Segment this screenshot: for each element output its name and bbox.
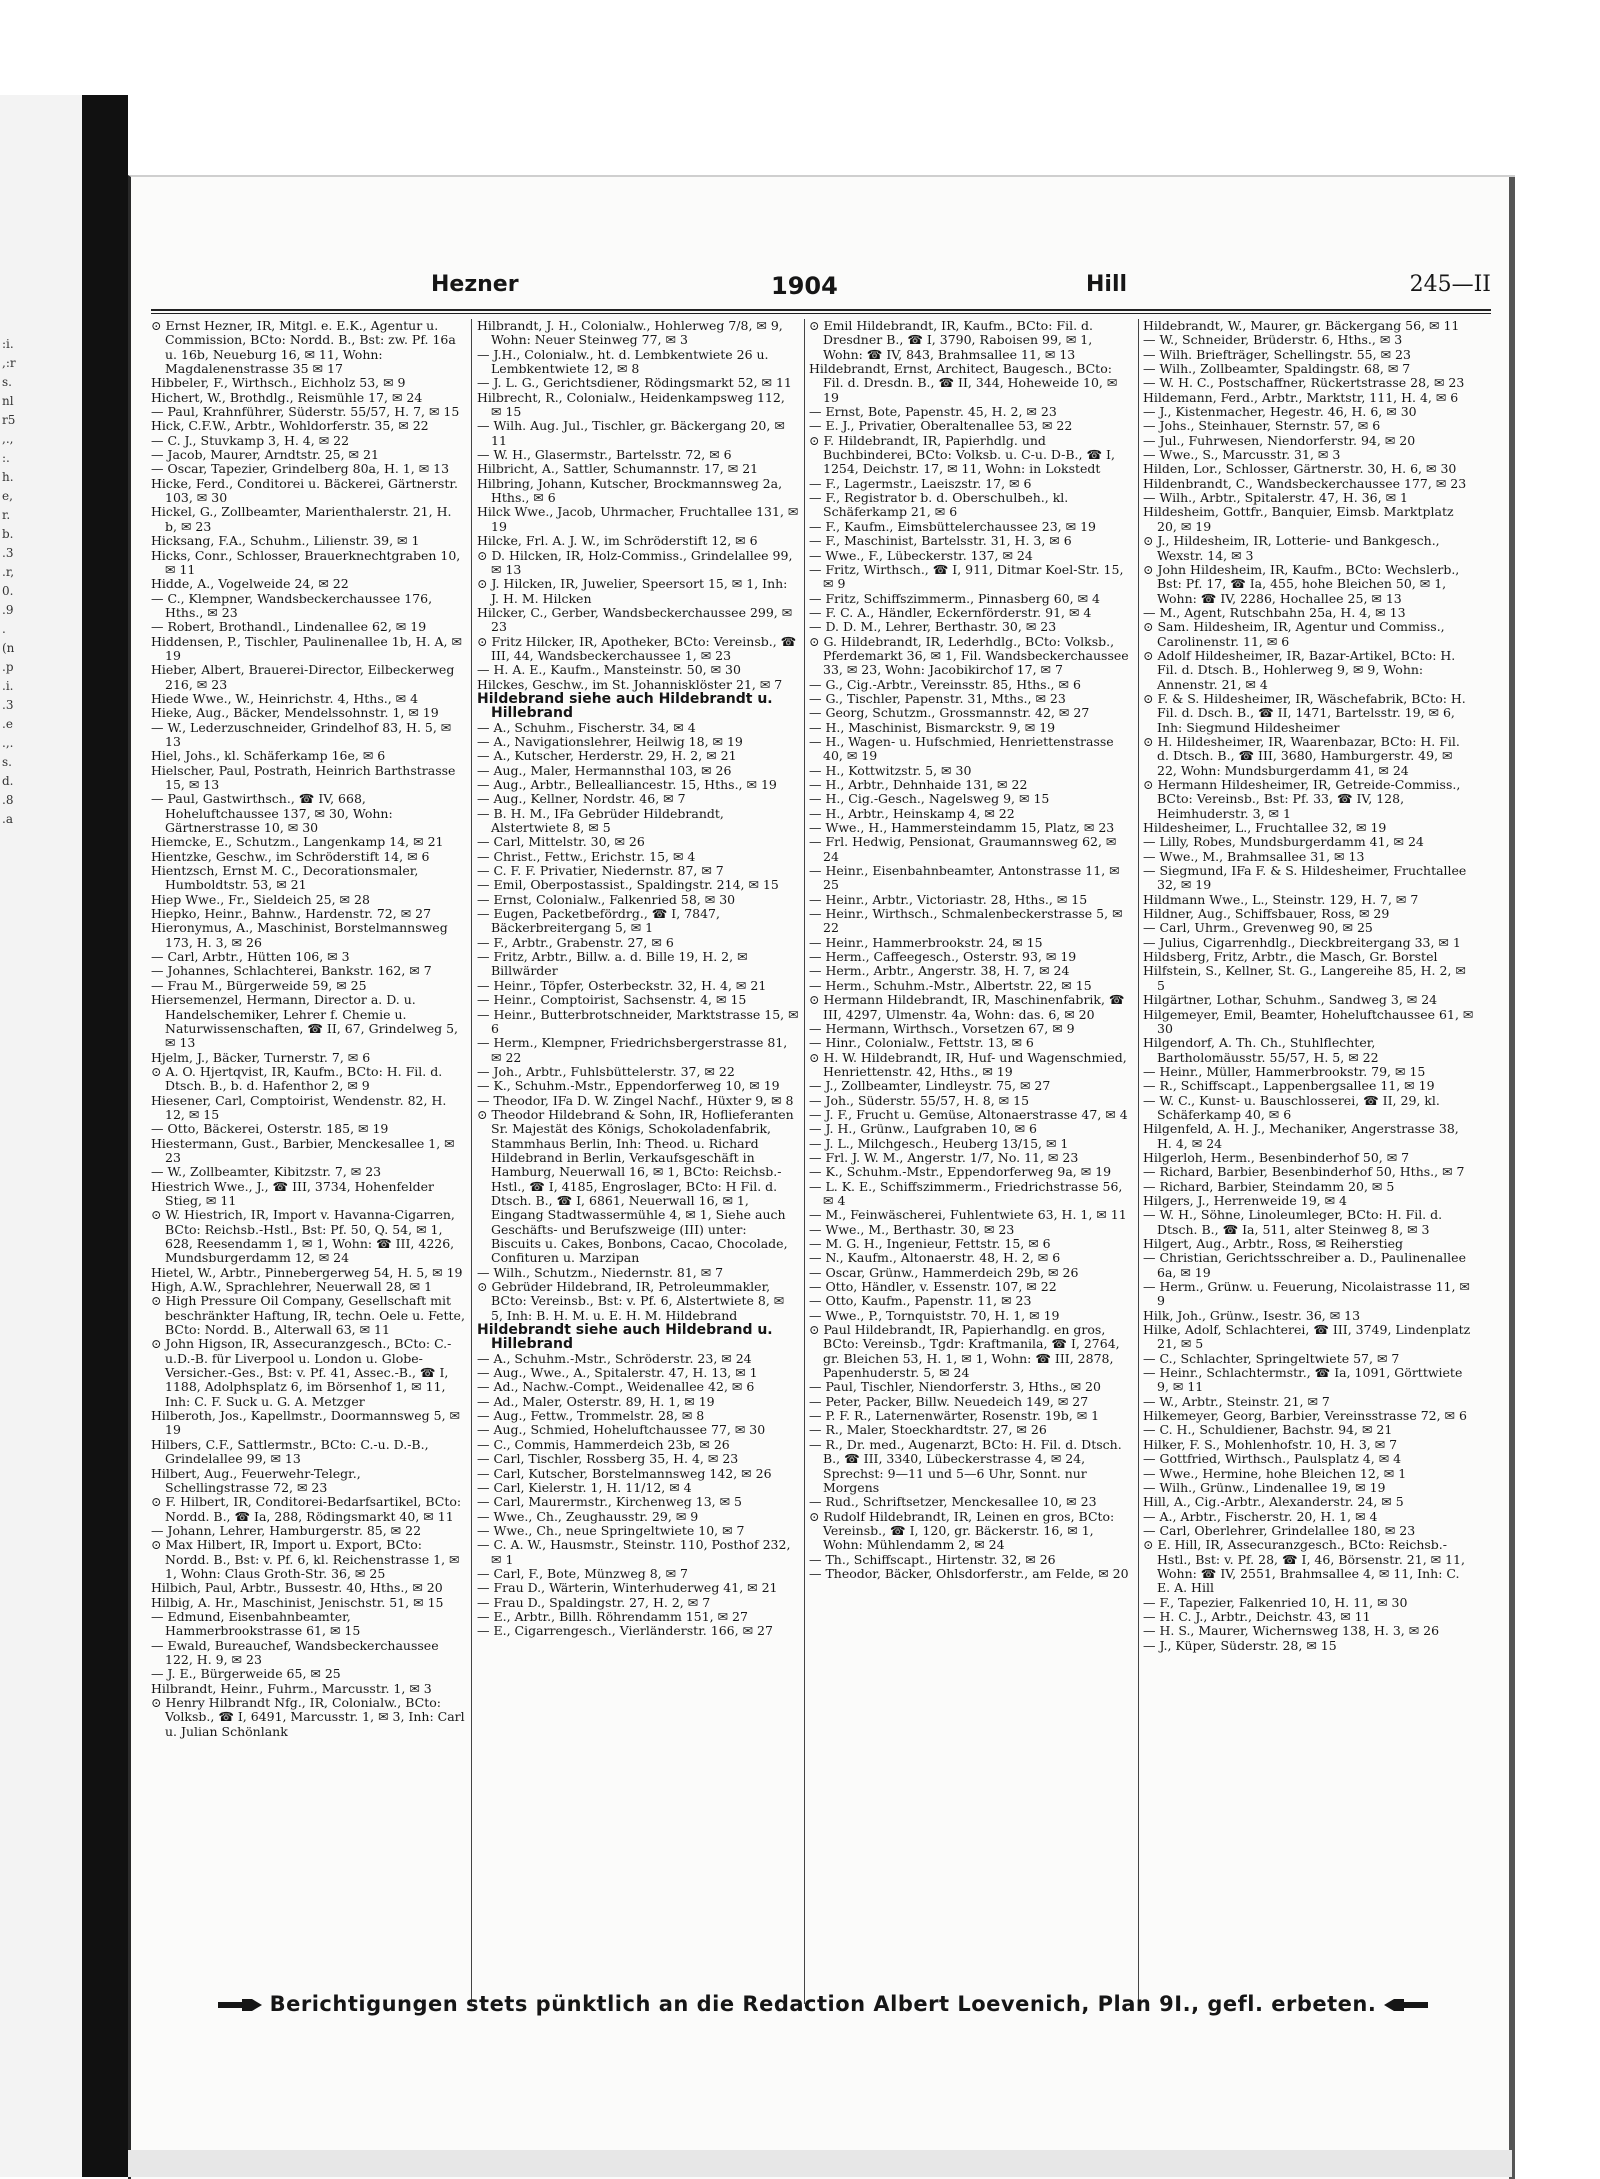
directory-entry: — F. C. A., Händler, Eckernförderstr. 91, ✉ 4 (809, 604, 1092, 620)
directory-entry: — H., Cig.-Gesch., Nagelsweg 9, ✉ 15 (809, 791, 1050, 807)
directory-entry: Hilgers, J., Herrenweide 19, ✉ 4 (1143, 1192, 1348, 1208)
directory-entry: — Paul, Krahnführer, Süderstr. 55/57, H. 7, ✉ 15 (151, 404, 460, 420)
directory-entry: — H., Maschinist, Bismarckstr. 9, ✉ 19 (809, 719, 1056, 735)
directory-entry: — Hermann, Wirthsch., Vorsetzen 67, ✉ 9 (809, 1020, 1075, 1036)
directory-entry: ⊙ Hermann Hildebrandt, IR, Maschinenfabrik, ☎ III, 4297, Ulmenstr. 4a, Wohn: das. 6, ✉ 20 (809, 992, 1125, 1022)
directory-entry: — J. F., Frucht u. Gemüse, Altonaerstrasse 47, ✉ 4 (809, 1106, 1128, 1122)
column-divider (804, 319, 805, 2004)
directory-entry: Hick, C.F.W., Arbtr., Wohldorferstr. 35, ✉ 22 (151, 418, 429, 434)
directory-entry: — E. J., Privatier, Oberaltenallee 53, ✉ 22 (809, 418, 1073, 434)
directory-entry: — Herm., Schuhm.-Mstr., Albertstr. 22, ✉ 15 (809, 977, 1092, 993)
directory-entry: — R., Maler, Stoeckhardtstr. 27, ✉ 26 (809, 1422, 1047, 1438)
directory-entry: — J. L. G., Gerichtsdiener, Rödingsmarkt 52, ✉ 11 (477, 375, 792, 391)
directory-entry: — Wwe., H., Hammersteindamm 15, Platz, ✉ 23 (809, 820, 1115, 836)
directory-entry: Hidde, A., Vogelweide 24, ✉ 22 (151, 576, 349, 592)
directory-entry: — Heinr., Wirthsch., Schmalenbeckerstrasse 5, ✉ 22 (809, 906, 1123, 936)
directory-entry: — W. H., Söhne, Linoleumleger, BCto: H. Fil. d. Dtsch. B., ☎ Ia, 511, alter Steinweg 8, ✉ 3 (1143, 1207, 1443, 1237)
directory-entry: — B. H. M., IFa Gebrüder Hildebrandt, Alstertwiete 8, ✉ 5 (477, 805, 724, 836)
header-left-word: Hezner (431, 272, 519, 297)
directory-entry: — Jacob, Maurer, Arndtstr. 25, ✉ 21 (151, 447, 379, 463)
directory-entry: — Robert, Brothandl., Lindenallee 62, ✉ 19 (151, 619, 427, 635)
directory-entry: — Aug., Wwe., A., Spitalerstr. 47, H. 13, ✉ 1 (477, 1365, 758, 1381)
directory-entry: High, A.W., Sprachlehrer, Neuerwall 28, ✉ 1 (151, 1279, 433, 1295)
directory-entry: ⊙ H. Hildesheimer, IR, Waarenbazar, BCto: H. Fil. d. Dtsch. B., ☎ III, 3680, Hamburgerstr. 49, ✉ 22, Wohn: Mundsburgerdamm 41, ✉ 24 (1143, 733, 1460, 778)
directory-entry: — Theodor, IFa D. W. Zingel Nachf., Hüxter 9, ✉ 8 (477, 1092, 794, 1108)
previous-page-letters: :i.,:rs.nlr5,.,:.h.e,r.b..3.r,0..9.(n.p.i..3.e.,.s.d..8.a (2, 337, 16, 826)
previous-page-edge (0, 95, 128, 2177)
directory-entry: Hilbers, C.F., Sattlermstr., BCto: C.-u. D.-B., Grindelallee 99, ✉ 13 (151, 1436, 429, 1467)
directory-entry: Hilkemeyer, Georg, Barbier, Vereinsstrasse 72, ✉ 6 (1143, 1408, 1467, 1424)
directory-entry: — Peter, Packer, Billw. Neuedeich 149, ✉ 27 (809, 1393, 1089, 1409)
directory-entry: — W. H., Glasermstr., Bartelsstr. 72, ✉ 6 (477, 447, 732, 463)
directory-entry: ⊙ Emil Hildebrandt, IR, Kaufm., BCto: Fil. d. Dresdner B., ☎ I, 3790, Raboisen 99, ✉ 1, Wohn: ☎ IV, 843, Brahmsallee 11, ✉ 13 (809, 319, 1093, 362)
directory-entry: Hildebrand siehe auch Hildebrandt u. Hillebrand (477, 690, 773, 722)
directory-entry: Hilbert, Aug., Feuerwehr-Telegr., Schellingstrasse 72, ✉ 23 (151, 1465, 361, 1495)
directory-entry: — Wwe., M., Brahmsallee 31, ✉ 13 (1143, 848, 1365, 864)
directory-entry: — Otto, Händler, v. Essenstr. 107, ✉ 22 (809, 1279, 1057, 1295)
directory-entry: — Emil, Oberpostassist., Spaldingstr. 214, ✉ 15 (477, 877, 779, 893)
directory-entry: — E., Cigarrengesch., Vierländerstr. 166, ✉ 27 (477, 1623, 773, 1639)
directory-entry: — Carl, Uhrm., Grevenweg 90, ✉ 25 (1143, 920, 1373, 936)
directory-entry: ⊙ Sam. Hildesheim, IR, Agentur und Commiss., Carolinenstr. 11, ✉ 6 (1143, 619, 1445, 649)
directory-entry: — Wilh. Briefträger, Schellingstr. 55, ✉ 23 (1143, 346, 1411, 362)
directory-entry: — L. K. E., Schiffszimmerm., Friedrichstrasse 56, ✉ 4 (809, 1178, 1123, 1208)
directory-entry: — Wilh., Schutzm., Niedernstr. 81, ✉ 7 (477, 1264, 724, 1280)
directory-entry: Hilgenfeld, A. H. J., Mechaniker, Angerstrasse 38, H. 4, ✉ 24 (1143, 1121, 1459, 1151)
directory-entry: ⊙ Gebrüder Hildebrand, IR, Petroleummakler, BCto: Vereinsb., Bst: v. Pf. 6, Alstertwiete 8, ✉ 5, Inh: B. H. M. u. E. H. M. Hildebrand (477, 1279, 785, 1323)
directory-entry: — W., Arbtr., Steinstr. 21, ✉ 7 (1143, 1393, 1330, 1409)
directory-entry: Hicke, Ferd., Conditorei u. Bäckerei, Gärtnerstr. 103, ✉ 30 (151, 475, 458, 506)
directory-entry: — W. H. C., Postschaffner, Rückertstrasse 28, ✉ 23 (1143, 375, 1465, 391)
directory-entry: Hill, A., Cig.-Arbtr., Alexanderstr. 24, ✉ 5 (1143, 1494, 1404, 1510)
directory-entry: — F., Maschinist, Bartelsstr. 31, H. 3, ✉ 6 (809, 533, 1072, 549)
directory-entry: Hilgärtner, Lothar, Schuhm., Sandweg 3, ✉ 24 (1143, 992, 1438, 1008)
directory-entry: — Richard, Barbier, Steindamm 20, ✉ 5 (1143, 1178, 1395, 1194)
directory-entry: — J. L., Milchgesch., Heuberg 13/15, ✉ 1 (809, 1135, 1069, 1151)
directory-entry: — Heinr., Eisenbahnbeamter, Antonstrasse 11, ✉ 25 (809, 863, 1120, 893)
header-rule-thick (151, 309, 1491, 311)
header-year: 1904 (771, 272, 838, 300)
directory-entry: — C. F. F. Privatier, Niedernstr. 87, ✉ 7 (477, 863, 724, 879)
directory-entry: Hiestermann, Gust., Barbier, Menckesallee 1, ✉ 23 (151, 1135, 455, 1165)
directory-entry: — Carl, Oberlehrer, Grindelallee 180, ✉ 23 (1143, 1522, 1416, 1538)
directory-entry: — Joh., Süderstr. 55/57, H. 8, ✉ 15 (809, 1092, 1030, 1108)
directory-entry: ⊙ J., Hildesheim, IR, Lotterie- und Bankgesch., Wexstr. 14, ✉ 3 (1143, 533, 1440, 563)
directory-entry: Hientzke, Geschw., im Schröderstift 14, ✉ 6 (151, 848, 430, 864)
directory-entry: — Fritz, Wirthsch., ☎ I, 911, Ditmar Koel-Str. 15, ✉ 9 (809, 561, 1124, 592)
directory-entry: — Herm., Grünw. u. Feuerung, Nicolaistrasse 11, ✉ 9 (1143, 1279, 1470, 1309)
directory-entry: — Carl, Mittelstr. 30, ✉ 26 (477, 834, 645, 850)
directory-entry: — W., Schneider, Brüderstr. 6, Hths., ✉ 3 (1143, 332, 1403, 348)
directory-entry: ⊙ Hermann Hildesheimer, IR, Getreide-Commiss., BCto: Vereinsb., Bst: Pf. 33, ☎ IV, 128, Heimhuderstr. 3, ✉ 1 (1143, 777, 1461, 821)
directory-entry: Hilgert, Aug., Arbtr., Ross, ✉ Reiherstieg (1143, 1236, 1404, 1251)
directory-entry: ⊙ Paul Hildebrandt, IR, Papierhandlg. en gros, BCto: Vereinsb., Tgdr: Kraftmanila, ☎ I, 2764, gr. Bleichen 53, H. 1, ✉ 1, Wohn: ☎ III, 2878, Papenhuderstr. 5, ✉ 24 (809, 1322, 1120, 1381)
directory-entry: — Carl, Kutscher, Borstelmannsweg 142, ✉ 26 (477, 1465, 772, 1481)
directory-entry: ⊙ High Pressure Oil Company, Gesellschaft mit beschränkter Haftung, IR, techn. Oele u. Fette, BCto: Nordd. B., Alterwall 63, ✉ 11 (151, 1293, 465, 1338)
directory-entry: Hilke, Adolf, Schlachterei, ☎ III, 3749, Lindenplatz 21, ✉ 5 (1143, 1322, 1471, 1352)
page-footer (171, 1992, 1475, 2030)
column-3 (809, 319, 1133, 2004)
directory-entry: — Heinr., Schlachtermstr., ☎ Ia, 1091, Görttwiete 9, ✉ 11 (1143, 1365, 1463, 1395)
directory-entry: Hilbricht, A., Sattler, Schumannstr. 17, ✉ 21 (477, 461, 759, 477)
directory-entry: — C. A. W., Hausmstr., Steinstr. 110, Posthof 232, ✉ 1 (477, 1537, 791, 1567)
directory-entry: — G., Tischler, Papenstr. 31, Mths., ✉ 23 (809, 690, 1066, 706)
pointing-hand-right-icon (218, 1998, 262, 2012)
directory-entry: ⊙ Fritz Hilcker, IR, Apotheker, BCto: Vereinsb., ☎ III, 44, Wandsbeckerchaussee 1, ✉ 23 (477, 633, 797, 663)
directory-entry: — Aug., Arbtr., Bellealliancestr. 15, Hths., ✉ 19 (477, 777, 777, 792)
directory-entry: — Ewald, Bureauchef, Wandsbeckerchaussee 122, H. 9, ✉ 23 (151, 1637, 439, 1667)
directory-entry: — H. C. J., Arbtr., Deichstr. 43, ✉ 11 (1143, 1608, 1371, 1624)
directory-entry: — Wwe., Ch., neue Springeltwiete 10, ✉ 7 (477, 1522, 745, 1538)
page-bottom-shadow (128, 2150, 1512, 2177)
column-2 (477, 319, 799, 2004)
directory-entry: Hilgendorf, A. Th. Ch., Stuhlflechter, Bartholomäusstr. 55/57, H. 5, ✉ 22 (1143, 1035, 1379, 1065)
header-rule-thin (151, 313, 1491, 314)
directory-entry: ⊙ John Higson, IR, Assecuranzgesch., BCto: C.-u.D.-B. für Liverpool u. London u. Globe-Versicher.-Ges., Bst: v. Pf. 41, Assec.-B., ☎ I, 1188, Adolphsplatz 6, im Börsenhof 1, ✉ 11, Inh: C. F. Suck u. G. A. Metzger (151, 1336, 452, 1409)
directory-entry: Hilk, Joh., Grünw., Isestr. 36, ✉ 13 (1143, 1307, 1361, 1323)
directory-entry: — F., Arbtr., Grabenstr. 27, ✉ 6 (477, 934, 674, 950)
directory-entry: — A., Schuhm., Fischerstr. 34, ✉ 4 (477, 719, 696, 735)
directory-entry: — Paul, Tischler, Niendorferstr. 3, Hths., ✉ 20 (809, 1379, 1101, 1395)
directory-entry: Hieronymus, A., Maschinist, Borstelmannsweg 173, H. 3, ✉ 26 (151, 920, 448, 950)
directory-entry: Hibbeler, F., Wirthsch., Eichholz 53, ✉ 9 (151, 375, 406, 391)
directory-entry: — Oscar, Grünw., Hammerdeich 29b, ✉ 26 (809, 1264, 1079, 1280)
directory-entry: — Edmund, Eisenbahnbeamter, Hammerbrookstrasse 61, ✉ 15 (151, 1608, 361, 1639)
directory-entry: — Gottfried, Wirthsch., Paulsplatz 4, ✉ 4 (1143, 1451, 1402, 1467)
directory-entry: — H. A. E., Kaufm., Mansteinstr. 50, ✉ 30 (477, 662, 741, 678)
directory-entry: — Heinr., Hammerbrookstr. 24, ✉ 15 (809, 934, 1043, 950)
directory-entry: Hildesheimer, L., Fruchtallee 32, ✉ 19 (1143, 820, 1387, 836)
directory-entry: ⊙ John Hildesheim, IR, Kaufm., BCto: Wechslerb., Bst: Pf. 17, ☎ Ia, 455, hohe Bleichen 50, ✉ 1, Wohn: ☎ IV, 2286, Hochallee 25, ✉ 13 (1143, 561, 1460, 606)
directory-entry: Hildemann, Ferd., Arbtr., Marktstr, 111, H. 4, ✉ 6 (1143, 389, 1459, 405)
directory-entry: Hilgemeyer, Emil, Beamter, Hoheluftchaussee 61, ✉ 30 (1143, 1006, 1474, 1036)
directory-entry: Hilbrandt, Heinr., Fuhrm., Marcusstr. 1, ✉ 3 (151, 1680, 432, 1696)
directory-entry: ⊙ E. Hill, IR, Assecuranzgesch., BCto: Reichsb.-Hstl., Bst: v. Pf. 28, ☎ I, 46, Börsenstr. 21, ✉ 11, Wohn: ☎ IV, 2551, Brahmsallee 4, ✉ 11, Inh: C. E. A. Hill (1143, 1537, 1465, 1596)
directory-entry: ⊙ Theodor Hildebrand & Sohn, IR, Hoflieferanten Sr. Majestät des Königs, Schokoladenfabrik, Stammhaus Berlin, Inh: Theod. u. Richard Hildebrand in Berlin, Verkaufsgeschäft in Hamburg, Neuerwall 16, ✉ 1, BCto: Reichsb.-Hstl., ☎ I, 4185, Engroslager, BCto: H Fil. d. Dtsch. B., ☎ I, 6861, Neuerwall 16, ✉ 1, Eingang Stadtwassermühle 4, ✉ 1, Siehe auch Geschäfts- und Berufszweige (III) unter: Biscuits u. Cakes, Bonbons, Cacao, Chocolade, Confituren u. Marzipan (477, 1106, 794, 1266)
directory-entry: — Jul., Fuhrwesen, Niendorferstr. 94, ✉ 20 (1143, 432, 1416, 448)
footer-text: Berichtigungen stets pünktlich an die Redaction Albert Loevenich, Plan 9I., gefl. erbeten. (269, 1992, 1377, 2016)
directory-entry: — Ernst, Bote, Papenstr. 45, H. 2, ✉ 23 (809, 404, 1057, 420)
directory-entry: Hildmann Wwe., L., Steinstr. 129, H. 7, ✉ 7 (1143, 891, 1419, 907)
directory-entry: — Aug., Schmied, Hoheluftchaussee 77, ✉ 30 (477, 1422, 766, 1438)
pointing-hand-left-icon (1384, 1998, 1428, 2012)
directory-entry: Hildebrandt, W., Maurer, gr. Bäckergang 56, ✉ 11 (1143, 319, 1460, 333)
directory-entry: — Wwe., Ch., Zeughausstr. 29, ✉ 9 (477, 1508, 699, 1524)
directory-entry: — Georg, Schutzm., Grossmannstr. 42, ✉ 27 (809, 705, 1090, 721)
directory-entry: — Th., Schiffscapt., Hirtenstr. 32, ✉ 26 (809, 1551, 1056, 1567)
directory-entry: Hilckes, Geschw., im St. Johannisklöster 21, ✉ 7 (477, 676, 783, 692)
directory-entry: — K., Schuhm.-Mstr., Eppendorferweg 9a, ✉ 19 (809, 1164, 1112, 1180)
directory-entry: — Frau M., Bürgerweide 59, ✉ 25 (151, 977, 367, 993)
directory-entry: — Ad., Maler, Osterstr. 89, H. 1, ✉ 19 (477, 1393, 715, 1409)
header-right-word: Hill (1086, 272, 1128, 297)
directory-entry: — Heinr., Müller, Hammerbrookstr. 79, ✉ 15 (1143, 1063, 1426, 1079)
directory-entry: — Fritz, Arbtr., Billw. a. d. Bille 19, H. 2, ✉ Billwärder (477, 949, 748, 979)
directory-entry: ⊙ F. & S. Hildesheimer, IR, Wäschefabrik, BCto: H. Fil. d. Dsch. B., ☎ II, 1471, Bartelsstr. 19, ✉ 6, Inh: Siegmund Hildesheimer (1143, 690, 1466, 735)
directory-entry: — Christ., Fettw., Erichstr. 15, ✉ 4 (477, 848, 696, 864)
directory-entry: Hjelm, J., Bäcker, Turnerstr. 7, ✉ 6 (151, 1049, 371, 1065)
directory-entry: — K., Schuhm.-Mstr., Eppendorferweg 10, ✉ 19 (477, 1078, 780, 1094)
directory-entry: Hichert, W., Brothdlg., Reismühle 17, ✉ 24 (151, 389, 423, 405)
directory-entry: — Wwe., S., Marcusstr. 31, ✉ 3 (1143, 447, 1341, 463)
directory-entry: ⊙ Max Hilbert, IR, Import u. Export, BCto: Nordd. B., Bst: v. Pf. 6, kl. Reichenstrasse 1, ✉ 1, Wohn: Claus Groth-Str. 36, ✉ 25 (151, 1537, 460, 1581)
directory-entry: — Wilh., Grünw., Lindenallee 19, ✉ 19 (1143, 1479, 1386, 1495)
directory-entry: — Herm., Caffeegesch., Osterstr. 93, ✉ 19 (809, 949, 1077, 965)
directory-entry: — Carl, Arbtr., Hütten 106, ✉ 3 (151, 949, 350, 965)
directory-entry: ⊙ A. O. Hjertqvist, IR, Kaufm., BCto: H. Fil. d. Dtsch. B., b. d. Hafenthor 2, ✉ 9 (151, 1063, 443, 1094)
directory-entry: — J., Zollbeamter, Lindleystr. 75, ✉ 27 (809, 1078, 1051, 1094)
directory-entry: — R., Schiffscapt., Lappenbergsallee 11, ✉ 19 (1143, 1078, 1435, 1094)
directory-entry: — C., Schlachter, Springeltwiete 57, ✉ 7 (1143, 1350, 1400, 1366)
directory-entry: — C. J., Stuvkamp 3, H. 4, ✉ 22 (151, 432, 350, 448)
page-header (151, 272, 1491, 306)
directory-entry: ⊙ D. Hilcken, IR, Holz-Commiss., Grindelallee 99, ✉ 13 (477, 547, 793, 577)
directory-entry: — A., Arbtr., Fischerstr. 20, H. 1, ✉ 4 (1143, 1508, 1378, 1524)
directory-entry: Hicks, Conr., Schlosser, Brauerknechtgraben 10, ✉ 11 (151, 547, 461, 577)
directory-entry: Hiesener, Carl, Comptoirist, Wendenstr. 82, H. 12, ✉ 15 (151, 1092, 447, 1122)
directory-entry: Hiede Wwe., W., Heinrichstr. 4, Hths., ✉ 4 (151, 690, 419, 706)
directory-entry: — M., Agent, Rutschbahn 25a, H. 4, ✉ 13 (1143, 604, 1406, 620)
directory-entry: — Lilly, Robes, Mundsburgerdamm 41, ✉ 24 (1143, 834, 1424, 850)
directory-entry: ⊙ Henry Hilbrandt Nfg., IR, Colonialw., BCto: Volksb., ☎ I, 6491, Marcusstr. 1, ✉ 3, Inh: Carl u. Julian Schönlank (151, 1695, 465, 1739)
column-divider (1138, 319, 1139, 2004)
directory-entry: Hilcker, C., Gerber, Wandsbeckerchaussee 299, ✉ 23 (477, 604, 793, 635)
directory-entry: — Wwe., P., Tornquiststr. 70, H. 1, ✉ 19 (809, 1307, 1060, 1323)
directory-entry: — Carl, Tischler, Rossberg 35, H. 4, ✉ 23 (477, 1451, 739, 1467)
directory-entry: — Christian, Gerichtsschreiber a. D., Paulinenallee 6a, ✉ 19 (1143, 1250, 1466, 1280)
directory-page (128, 175, 1515, 2179)
directory-entry: Hilbig, A. Hr., Maschinist, Jenischstr. 51, ✉ 15 (151, 1594, 444, 1610)
entry-columns (151, 319, 1491, 2004)
directory-entry: Hilbring, Johann, Kutscher, Brockmannsweg 2a, Hths., ✉ 6 (477, 475, 783, 506)
directory-entry: — Heinr., Butterbrotschneider, Marktstrasse 15, ✉ 6 (477, 1006, 799, 1036)
directory-entry: — Johannes, Schlachterei, Bankstr. 162, ✉ 7 (151, 963, 432, 979)
previous-page-strip (0, 95, 82, 2177)
directory-entry: Hildebrandt siehe auch Hildebrand u. Hillebrand (477, 1322, 773, 1353)
directory-entry: — F., Kaufm., Eimsbüttelerchaussee 23, ✉ 19 (809, 518, 1096, 534)
directory-entry: — Johann, Lehrer, Hamburgerstr. 85, ✉ 22 (151, 1522, 422, 1538)
directory-entry: — Ernst, Colonialw., Falkenried 58, ✉ 30 (477, 891, 736, 907)
directory-entry: — Theodor, Bäcker, Ohlsdorferstr., am Felde, ✉ 20 (809, 1565, 1129, 1581)
directory-entry: — Frl. J. W. M., Angerstr. 1/7, No. 11, ✉ 23 (809, 1149, 1079, 1165)
directory-entry: — Hinr., Colonialw., Fettstr. 13, ✉ 6 (809, 1035, 1034, 1051)
directory-entry: ⊙ Rudolf Hildebrandt, IR, Leinen en gros, BCto: Vereinsb., ☎ I, 120, gr. Bäckerstr. 16, ✉ 1, Wohn: Mühlendamm 2, ✉ 24 (809, 1508, 1115, 1553)
directory-entry: ⊙ F. Hilbert, IR, Conditorei-Bedarfsartikel, BCto: Nordd. B., ☎ Ia, 288, Rödingsmarkt 40, ✉ 11 (151, 1494, 462, 1524)
directory-entry: — Oscar, Tapezier, Grindelberg 80a, H. 1, ✉ 13 (151, 461, 450, 477)
directory-entry: Hilcke, Frl. A. J. W., im Schröderstift 12, ✉ 6 (477, 533, 758, 549)
directory-entry: — D. D. M., Lehrer, Berthastr. 30, ✉ 23 (809, 619, 1057, 635)
directory-entry: Hiepko, Heinr., Bahnw., Hardenstr. 72, ✉ 27 (151, 906, 432, 922)
directory-entry: — P. F. R., Laternenwärter, Rosenstr. 19b, ✉ 1 (809, 1408, 1100, 1424)
directory-entry: Hiemcke, E., Schutzm., Langenkamp 14, ✉ 21 (151, 834, 444, 850)
column-4 (1143, 319, 1475, 2004)
directory-entry: Hilck Wwe., Jacob, Uhrmacher, Fruchtallee 131, ✉ 19 (477, 504, 799, 534)
directory-entry: — Richard, Barbier, Besenbinderhof 50, Hths., ✉ 7 (1143, 1164, 1465, 1180)
directory-entry: — Carl, Maurermstr., Kirchenweg 13, ✉ 5 (477, 1494, 743, 1510)
directory-entry: — W., Lederzuschneider, Grindelhof 83, H. 5, ✉ 13 (151, 719, 452, 749)
directory-entry: — Frau D., Wärterin, Winterhuderweg 41, ✉ 21 (477, 1580, 778, 1596)
column-1 (151, 319, 467, 2004)
directory-entry: — Herm., Klempner, Friedrichsbergerstrasse 81, ✉ 22 (477, 1035, 788, 1065)
page-right-edge (1509, 177, 1515, 2179)
directory-entry: ⊙ Adolf Hildesheimer, IR, Bazar-Artikel, BCto: H. Fil. d. Dtsch. B., Hohlerweg 9, ✉ 9, Wohn: Annenstr. 21, ✉ 4 (1143, 647, 1456, 692)
directory-entry: ⊙ H. W. Hildebrandt, IR, Huf- und Wagenschmied, Henriettenstr. 42, Hths., ✉ 19 (809, 1049, 1127, 1079)
directory-entry: — Wilh., Zollbeamter, Spaldingstr. 68, ✉ 7 (1143, 361, 1411, 377)
directory-entry: Hielscher, Paul, Postrath, Heinrich Barthstrasse 15, ✉ 13 (151, 762, 456, 792)
directory-entry: — N., Kaufm., Altonaerstr. 48, H. 2, ✉ 6 (809, 1250, 1061, 1266)
directory-entry: Hildesheim, Gottfr., Banquier, Eimsb. Marktplatz 20, ✉ 19 (1143, 504, 1454, 534)
directory-entry: — Wilh. Aug. Jul., Tischler, gr. Bäckergang 20, ✉ 11 (477, 418, 785, 448)
directory-entry: — Fritz, Schiffszimmerm., Pinnasberg 60, ✉ 4 (809, 590, 1100, 606)
directory-entry: — Frl. Hedwig, Pensionat, Graumannsweg 62, ✉ 24 (809, 834, 1117, 864)
directory-entry: Hilberoth, Jos., Kapellmstr., Doormannsweg 5, ✉ 19 (151, 1408, 461, 1438)
directory-entry: Hildebrandt, Ernst, Architect, Baugesch., BCto: Fil. d. Dresdn. B., ☎ II, 344, Hoheweide 10, ✉ 19 (809, 361, 1118, 405)
directory-entry: — G., Cig.-Arbtr., Vereinsstr. 85, Hths., ✉ 6 (809, 676, 1081, 692)
directory-entry: — Herm., Arbtr., Angerstr. 38, H. 7, ✉ 24 (809, 963, 1070, 979)
directory-entry: — A., Schuhm.-Mstr., Schröderstr. 23, ✉ 24 (477, 1350, 752, 1366)
directory-entry: — Carl, F., Bote, Münzweg 8, ✉ 7 (477, 1565, 688, 1581)
directory-entry: — Joh., Arbtr., Fuhlsbüttelerstr. 37, ✉ 22 (477, 1063, 735, 1079)
directory-entry: Hiep Wwe., Fr., Sieldeich 25, ✉ 28 (151, 891, 370, 907)
directory-entry: — Otto, Kaufm., Papenstr. 11, ✉ 23 (809, 1293, 1032, 1309)
directory-entry: — M. G. H., Ingenieur, Fettstr. 15, ✉ 6 (809, 1236, 1051, 1251)
directory-entry: Hilbrecht, R., Colonialw., Heidenkampsweg 112, ✉ 15 (477, 389, 785, 420)
directory-entry: — E., Arbtr., Billh. Röhrendamm 151, ✉ 27 (477, 1608, 748, 1624)
directory-entry: — Ad., Nachw.-Compt., Weidenallee 42, ✉ 6 (477, 1379, 755, 1395)
directory-entry: — A., Navigationslehrer, Heilwig 18, ✉ 19 (477, 733, 743, 749)
directory-entry: — J. H., Grünw., Laufgraben 10, ✉ 6 (809, 1121, 1038, 1137)
directory-entry: — W., Zollbeamter, Kibitzstr. 7, ✉ 23 (151, 1164, 382, 1180)
directory-entry: — Paul, Gastwirthsch., ☎ IV, 668, Hoheluftchaussee 137, ✉ 30, Wohn: Gärtnerstrasse 10, ✉ 30 (151, 791, 393, 836)
directory-entry: — Heinr., Töpfer, Osterbeckstr. 32, H. 4, ✉ 21 (477, 977, 767, 993)
directory-entry: — Carl, Kielerstr. 1, H. 11/12, ✉ 4 (477, 1479, 692, 1495)
directory-entry: — F., Registrator b. d. Oberschulbeh., kl. Schäferkamp 21, ✉ 6 (809, 490, 1069, 520)
directory-entry: — Rud., Schriftsetzer, Menckesallee 10, ✉ 23 (809, 1494, 1097, 1510)
directory-entry: Hiersemenzel, Hermann, Director a. D. u. Handelschemiker, Lehrer f. Chemie u. Naturwissenschaften, ☎ II, 67, Grindelweg 5, ✉ 13 (151, 992, 458, 1051)
directory-entry: — W. C., Kunst- u. Bauschlosserei, ☎ II, 29, kl. Schäferkamp 40, ✉ 6 (1143, 1092, 1440, 1122)
directory-entry: — C. H., Schuldiener, Bachstr. 94, ✉ 21 (1143, 1422, 1393, 1438)
directory-entry: Hilfstein, S., Kellner, St. G., Langereihe 85, H. 2, ✉ 5 (1143, 963, 1466, 993)
directory-entry: — Wwe., F., Lübeckerstr. 137, ✉ 24 (809, 547, 1033, 563)
directory-entry: — Heinr., Comptoirist, Sachsenstr. 4, ✉ 15 (477, 992, 747, 1008)
directory-entry: — F., Tapezier, Falkenried 10, H. 11, ✉ 30 (1143, 1594, 1408, 1610)
directory-entry: — C., Commis, Hammerdeich 23b, ✉ 26 (477, 1436, 730, 1452)
directory-entry: — H., Arbtr., Heinskamp 4, ✉ 22 (809, 805, 1015, 821)
directory-entry: — H. S., Maurer, Wichernsweg 138, H. 3, ✉ 26 (1143, 1623, 1440, 1639)
directory-entry: Hilbrandt, J. H., Colonialw., Hohlerweg 7/8, ✉ 9, Wohn: Neuer Steinweg 77, ✉ 3 (477, 319, 783, 348)
directory-entry: Hilgerloh, Herm., Besenbinderhof 50, ✉ 7 (1143, 1149, 1410, 1165)
directory-entry: ⊙ G. Hildebrandt, IR, Lederhdlg., BCto: Volksb., Pferdemarkt 36, ✉ 1, Fil. Wandsbeckerchaussee 33, ✉ 23, Wohn: Jacobikirchof 17, ✉ 7 (809, 633, 1129, 678)
directory-entry: — Wilh., Arbtr., Spitalerstr. 47, H. 36, ✉ 1 (1143, 490, 1408, 506)
directory-entry: — Johs., Steinhauer, Sternstr. 57, ✉ 6 (1143, 418, 1381, 434)
directory-entry: — C., Klempner, Wandsbeckerchaussee 176, Hths., ✉ 23 (151, 590, 433, 620)
column-divider (471, 319, 472, 2004)
directory-entry: Hildenbrandt, C., Wandsbeckerchaussee 177, ✉ 23 (1143, 475, 1467, 491)
directory-entry: Hildsberg, Fritz, Arbtr., die Masch, Gr. Borstel (1143, 949, 1438, 965)
directory-entry: Hilden, Lor., Schlosser, Gärtnerstr. 30, H. 6, ✉ 30 (1143, 461, 1457, 477)
directory-entry: Hieke, Aug., Bäcker, Mendelssohnstr. 1, ✉ 19 (151, 705, 439, 721)
directory-entry: Hietel, W., Arbtr., Pinnebergerweg 54, H. 5, ✉ 19 (151, 1264, 463, 1280)
directory-entry: ⊙ Ernst Hezner, IR, Mitgl. e. E.K., Agentur u. Commission, BCto: Nordd. B., Bst: zw. Pf. 16a u. 16b, Neueburg 16, ✉ 11, Wohn: Magdalenenstrasse 35 ✉ 17 (151, 319, 456, 377)
directory-entry: ⊙ J. Hilcken, IR, Juwelier, Speersort 15, ✉ 1, Inh: J. H. M. Hilcken (477, 576, 788, 606)
directory-entry: Hiddensen, P., Tischler, Paulinenallee 1b, H. A, ✉ 19 (151, 633, 462, 663)
directory-entry: Hientzsch, Ernst M. C., Decorationsmaler, Humboldtstr. 53, ✉ 21 (151, 863, 419, 893)
directory-entry: — R., Dr. med., Augenarzt, BCto: H. Fil. d. Dtsch. B., ☎ III, 3340, Lübeckerstrasse 4, ✉ 24, Sprechst: 9—11 und 5—6 Uhr, Sonnt. nur Morgens (809, 1436, 1122, 1495)
directory-entry: — Eugen, Packetbefördrg., ☎ I, 7847, Bäckerbreitergang 5, ✉ 1 (477, 906, 720, 936)
page-number: 245—II (1409, 272, 1491, 297)
directory-entry: — M., Feinwäscherei, Fuhlentwiete 63, H. 1, ✉ 11 (809, 1207, 1127, 1223)
directory-entry: — H., Arbtr., Dehnhaide 131, ✉ 22 (809, 777, 1028, 792)
directory-entry: ⊙ F. Hildebrandt, IR, Papierhdlg. und Buchbinderei, BCto: Volksb. u. C-u. D-B., ☎ I, 1254, Deichstr. 17, ✉ 11, Wohn: in Lokstedt (809, 432, 1115, 477)
directory-entry: — J.H., Colonialw., ht. d. Lembkentwiete 26 u. Lembkentwiete 12, ✉ 8 (477, 346, 769, 377)
directory-entry: Hildner, Aug., Schiffsbauer, Ross, ✉ 29 (1143, 906, 1390, 922)
directory-entry: — Aug., Maler, Hermannsthal 103, ✉ 26 (477, 762, 732, 778)
directory-entry: — H., Wagen- u. Hufschmied, Henriettenstrasse 40, ✉ 19 (809, 733, 1114, 764)
directory-entry: — Frau D., Spaldingstr. 27, H. 2, ✉ 7 (477, 1594, 711, 1610)
directory-entry: — J., Küper, Süderstr. 28, ✉ 15 (1143, 1637, 1337, 1653)
directory-entry: — J., Kistenmacher, Hegestr. 46, H. 6, ✉ 30 (1143, 404, 1417, 420)
directory-entry: — Julius, Cigarrenhdlg., Dieckbreitergang 33, ✉ 1 (1143, 934, 1461, 950)
directory-entry: ⊙ W. Hiestrich, IR, Import v. Havanna-Cigarren, BCto: Reichsb.-Hstl., Bst: Pf. 50, Q. 54, ✉ 1, 628, Reesendamm 1, ✉ 1, Wohn: ☎ III, 4226, Mundsburgerdamm 12, ✉ 24 (151, 1207, 455, 1266)
directory-entry: Hiestrich Wwe., J., ☎ III, 3734, Hohenfelder Stieg, ✉ 11 (151, 1178, 434, 1208)
directory-entry: — Otto, Bäckerei, Osterstr. 185, ✉ 19 (151, 1121, 389, 1137)
directory-entry: — A., Kutscher, Herderstr. 29, H. 2, ✉ 21 (477, 748, 737, 764)
directory-entry: Hickel, G., Zollbeamter, Marienthalerstr. 21, H. b, ✉ 23 (151, 504, 452, 534)
directory-entry: Hiel, Johs., kl. Schäferkamp 16e, ✉ 6 (151, 748, 386, 764)
directory-entry: — Wwe., Hermine, hohe Bleichen 12, ✉ 1 (1143, 1465, 1407, 1481)
directory-entry: — Heinr., Arbtr., Victoriastr. 28, Hths., ✉ 15 (809, 891, 1088, 907)
directory-entry: — F., Lagermstr., Laeiszstr. 17, ✉ 6 (809, 475, 1032, 491)
book-spine (82, 95, 128, 2177)
directory-entry: — J. E., Bürgerweide 65, ✉ 25 (151, 1666, 341, 1682)
directory-entry: — Aug., Fettw., Trommelstr. 28, ✉ 8 (477, 1408, 705, 1424)
directory-entry: Hicksang, F.A., Schuhm., Lilienstr. 39, ✉ 1 (151, 533, 420, 549)
directory-entry: Hieber, Albert, Brauerei-Director, Eilbeckerweg 216, ✉ 23 (151, 662, 455, 692)
directory-entry: Hilbich, Paul, Arbtr., Bussestr. 40, Hths., ✉ 20 (151, 1580, 443, 1596)
directory-entry: — Aug., Kellner, Nordstr. 46, ✉ 7 (477, 791, 686, 807)
directory-entry: — Wwe., M., Berthastr. 30, ✉ 23 (809, 1221, 1015, 1237)
directory-entry: Hilker, F. S., Mohlenhofstr. 10, H. 3, ✉ 7 (1143, 1436, 1398, 1452)
directory-entry: — H., Kottwitzstr. 5, ✉ 30 (809, 762, 972, 778)
directory-entry: — Siegmund, IFa F. & S. Hildesheimer, Fruchtallee 32, ✉ 19 (1143, 863, 1467, 893)
